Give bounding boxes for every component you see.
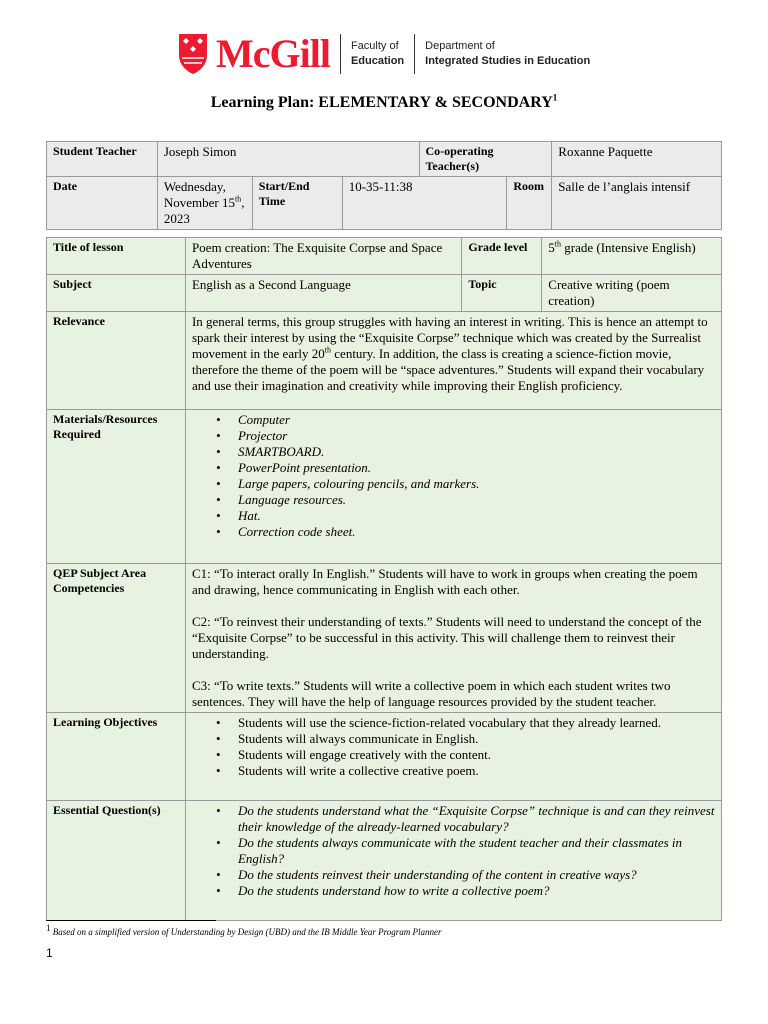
footnote-rule bbox=[46, 920, 216, 921]
footnote: $^1$ Based on a simplified version of Understanding by Design (UBD) and the IB Middle Year Program Planner bbox=[46, 923, 442, 937]
mcgill-header bbox=[178, 30, 590, 78]
header-divider bbox=[414, 34, 415, 74]
student-teacher-value: Joseph Simon bbox=[157, 142, 419, 177]
questions-list bbox=[216, 803, 715, 899]
list-item: • Do the students always communicate with the student teacher and their classmates in English? bbox=[216, 835, 715, 867]
subject-value: English as a Second Language bbox=[185, 275, 461, 312]
list-item: • Do the students understand how to write a collective poem? bbox=[216, 883, 715, 899]
objectives-list bbox=[216, 715, 715, 779]
header-divider bbox=[340, 34, 341, 74]
qep-value bbox=[185, 564, 721, 713]
date-label: Date bbox=[47, 177, 158, 230]
topic-label: Topic bbox=[462, 275, 542, 312]
list-item: • Students will always communicate in English. bbox=[216, 731, 715, 747]
grade-level-label: Grade level bbox=[462, 238, 542, 275]
qep-label: QEP Subject Area Competencies bbox=[47, 564, 186, 713]
faculty-name: Faculty of Education bbox=[350, 40, 405, 67]
student-teacher-label: Student Teacher bbox=[47, 142, 158, 177]
list-item: • Students will write a collective creative poem. bbox=[216, 763, 715, 779]
list-item: • Do the students reinvest their understanding of the content in creative ways? bbox=[216, 867, 715, 883]
start-end-label: Start/End Time bbox=[252, 177, 342, 230]
coop-teacher-label: Co-operating Teacher(s) bbox=[419, 142, 552, 177]
list-item: • Language resources. bbox=[216, 492, 715, 508]
lesson-plan-table bbox=[46, 237, 722, 921]
materials-list bbox=[216, 412, 715, 540]
room-label: Room bbox=[507, 177, 552, 230]
relevance-label: Relevance bbox=[47, 312, 186, 410]
topic-value: Creative writing (poem creation) bbox=[542, 275, 722, 312]
date-value: Wednesday, November 15th, 2023 bbox=[157, 177, 252, 230]
list-item: • PowerPoint presentation. bbox=[216, 460, 715, 476]
mcgill-crest-icon bbox=[178, 33, 208, 75]
materials-value bbox=[185, 410, 721, 564]
list-item: • Correction code sheet. bbox=[216, 524, 715, 540]
qep-c3: C3: “To write texts.” Students will write a collective poem in which each student writes two sentences. They will have the help of language resources provided by the student teacher. bbox=[191, 678, 671, 709]
department-name: Department of Integrated Studies in Education bbox=[425, 40, 591, 67]
list-item: • Projector bbox=[216, 428, 715, 444]
list-item: • SMARTBOARD. bbox=[216, 444, 715, 460]
list-item: • Students will engage creatively with the content. bbox=[216, 747, 715, 763]
objectives-label: Learning Objectives bbox=[47, 713, 186, 801]
lesson-title-value: Poem creation: The Exquisite Corpse and Space Adventures bbox=[185, 238, 461, 275]
qep-c1: C1: “To interact orally In English.” Students will have to work in groups when creating the poem and drawing, hence communicating in English with each other. bbox=[191, 566, 698, 597]
questions-label: Essential Question(s) bbox=[47, 801, 186, 921]
teacher-info-table bbox=[46, 141, 722, 230]
objectives-value bbox=[185, 713, 721, 801]
grade-level-value: 5th grade (Intensive English) bbox=[542, 238, 722, 275]
page-number: 1 bbox=[46, 946, 53, 960]
start-end-value: 10-35-11:38 bbox=[342, 177, 507, 230]
qep-c2: C2: “To reinvest their understanding of texts.” Students will need to understand the concept of the “Exquisite Corpse” to be successful in this activity. This will challenge them to reinvest their understanding. bbox=[191, 614, 702, 661]
coop-teacher-value: Roxanne Paquette bbox=[552, 142, 722, 177]
relevance-value: In general terms, this group struggles with having an interest in writing. This is hence an attempt to spark their interest by using the “Exquisite Corpse” technique which was created by the Surrealist movement in the early 20th century. In addition, the class is creating a science-fiction movie, therefore the theme of the poem will be “space adventures.” Students will expand their vocabulary and use their imagination and creativity while improving their English proficiency. bbox=[185, 312, 721, 410]
subject-label: Subject bbox=[47, 275, 186, 312]
list-item: • Students will use the science-fiction-related vocabulary that they already learned. bbox=[216, 715, 715, 731]
list-item: • Do the students understand what the “Exquisite Corpse” technique is and can they reinvest their knowledge of the already-learned vocabulary? bbox=[216, 803, 715, 835]
questions-value bbox=[185, 801, 721, 921]
materials-label: Materials/Resources Required bbox=[47, 410, 186, 564]
list-item: • Computer bbox=[216, 412, 715, 428]
page-title: Learning Plan: ELEMENTARY & SECONDARY$^1$ bbox=[210, 92, 558, 111]
room-value: Salle de l’anglais intensif bbox=[552, 177, 722, 230]
list-item: • Hat. bbox=[216, 508, 715, 524]
list-item: • Large papers, colouring pencils, and markers. bbox=[216, 476, 715, 492]
mcgill-logo: McGill bbox=[216, 31, 330, 76]
lesson-title-label: Title of lesson bbox=[47, 238, 186, 275]
